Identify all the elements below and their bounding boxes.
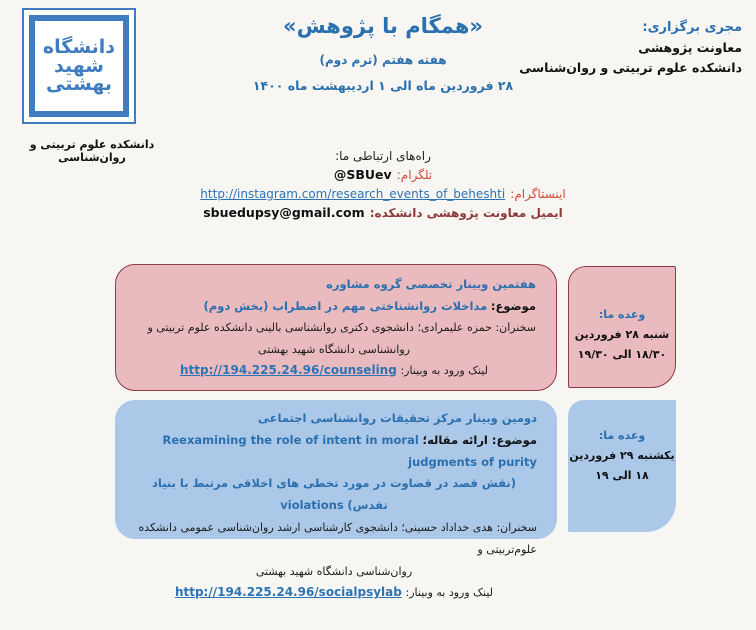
telegram-handle: @SBUev: [333, 167, 392, 182]
webinar2-schedule-label: وعده ما:: [598, 429, 646, 442]
webinar1-topic: مداخلات روانشناختی مهم در اضطراب (بخش دوم): [203, 298, 488, 313]
webinar2-schedule-day: یکشنبه ۲۹ فروردین: [569, 449, 675, 462]
organizer-block: [512, 18, 742, 78]
webinar1-link-label: لینک ورود به وبینار:: [400, 364, 488, 377]
email-address: sbuedupsy@gmail.com: [203, 205, 365, 220]
week-subtitle: هفته هفتم (ترم دوم): [319, 53, 447, 67]
webinar2-link-label: لینک ورود به وبینار:: [405, 586, 494, 600]
webinar1-topic-line: [132, 296, 536, 318]
email-line: [188, 203, 578, 222]
webinar1-title: هفتمین وبینار تخصصی گروه مشاوره: [326, 277, 536, 291]
webinar1-link-line: [132, 360, 536, 382]
organizer-line1: معاونت پژوهشی: [638, 40, 742, 55]
logo-word-1: دانشگاه: [42, 36, 116, 59]
webinar2-topic-line1: [131, 430, 537, 474]
webinar2-topic-english-line1: Reexamining the role of intent in moral judgments of purity: [162, 432, 537, 469]
webinar1-schedule-time: ۱۸/۳۰ الی ۱۹/۳۰: [577, 348, 667, 361]
webinar2-link-line: [131, 582, 537, 604]
webinar2-topic-persian: (نقش قصد در قضاوت در مورد تخطی های اخلاقی مرتبط با بنیاد تقدس): [152, 476, 516, 513]
logo-word-3: بهشتی: [46, 73, 112, 96]
contact-block: [188, 147, 578, 222]
webinar2-speaker-line2: روان‌شناسی دانشگاه شهید بهشتی: [255, 564, 413, 578]
webinar1-card: [115, 264, 557, 391]
webinar1-speaker-line1: سخنران: حمزه علیمرادی؛ دانشجوی دکتری روانشناسی بالینی دانشکده علوم تربیتی و: [147, 321, 536, 334]
contact-heading: راه‌های ارتباطی ما:: [335, 149, 431, 163]
instagram-line: [188, 184, 578, 203]
webinar2-topic-label: موضوع: ارائه مقاله؛: [422, 432, 537, 447]
telegram-label: تلگرام:: [396, 168, 433, 182]
event-date-range: ۲۸ فروردین ماه الی ۱ اردیبهشت ماه ۱۴۰۰: [252, 78, 514, 93]
university-logo-calligraphy: [29, 15, 129, 117]
webinar1-schedule-card: [568, 266, 676, 388]
page-title: «همگام با پژوهش»: [283, 14, 483, 38]
webinar2-link[interactable]: http://194.225.24.96/socialpsylab: [174, 585, 402, 600]
webinar1-link[interactable]: http://194.225.24.96/counseling: [180, 363, 397, 377]
telegram-line: [188, 165, 578, 184]
webinar1-schedule-day: شنبه ۲۸ فروردین: [574, 328, 670, 341]
webinar2-schedule-time: ۱۸ الی ۱۹: [595, 469, 649, 482]
organizer-line2: دانشکده علوم تربیتی و روان‌شناسی: [519, 60, 742, 75]
faculty-name-caption: دانشکده علوم تربیتی و روان‌شناسی: [29, 138, 155, 164]
header: [228, 14, 538, 93]
university-logo: [22, 8, 136, 124]
webinar2-topic-english-line2: violations: [280, 498, 344, 513]
webinar1-speaker-line2: روانشناسی دانشگاه شهید بهشتی: [258, 342, 410, 356]
webinar2-speaker-line1: سخنران: هدی خداداد حسینی؛ دانشجوی کارشناسی ارشد روان‌شناسی عمومی دانشکده علوم‌تربیتی و: [138, 520, 537, 556]
webinar2-schedule-card: [568, 400, 676, 532]
webinar2-title: دومین وبینار مرکز تحقیقات روانشناسی اجتماعی: [258, 411, 537, 425]
webinar2-card: [115, 400, 557, 600]
logo-word-2: شهید: [54, 54, 104, 77]
email-label: ایمیل معاونت پژوهشی دانشکده:: [369, 206, 563, 220]
webinar2-topic-line2: [131, 473, 537, 517]
webinar1-topic-label: موضوع:: [490, 298, 536, 313]
instagram-label: اینستاگرام:: [510, 187, 566, 201]
organizer-label: مجری برگزاری:: [642, 20, 742, 35]
instagram-link[interactable]: http://instagram.com/research_events_of_beheshti: [200, 187, 506, 201]
webinar1-schedule-label: وعده ما:: [598, 308, 646, 321]
